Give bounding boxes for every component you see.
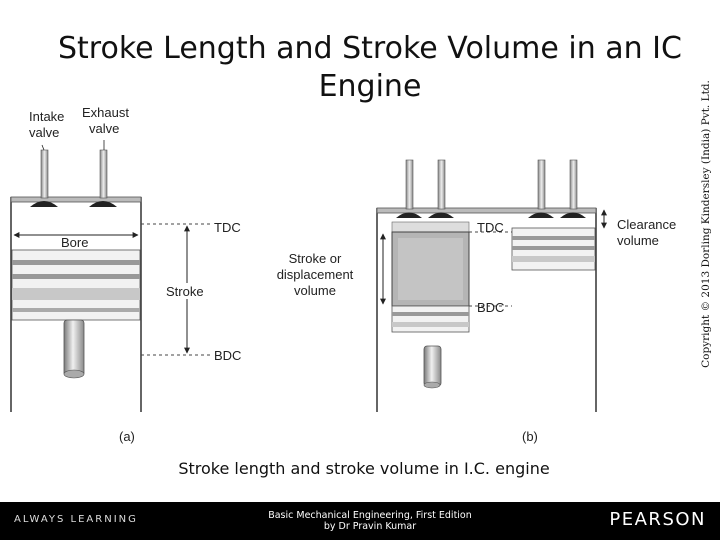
- connecting-rod-b: [424, 346, 441, 386]
- figure-a: [11, 150, 212, 412]
- cylinder-head: [11, 197, 141, 202]
- clearance-volume-label: Clearance volume: [617, 217, 677, 248]
- intake-valve-label: Intake valve: [29, 109, 65, 140]
- bdc-label-b: BDC: [477, 300, 505, 315]
- footer-tagline: ALWAYS LEARNING: [14, 514, 138, 525]
- copyright-notice: Copyright © 2013 Dorling Kindersley (India) Pvt. Ltd.: [700, 80, 712, 368]
- footer-bar: [0, 502, 720, 540]
- connecting-rod-a: [64, 320, 84, 376]
- figure-caption: Stroke length and stroke volume in I.C. engine: [178, 459, 550, 478]
- piston-b-left: [392, 306, 469, 332]
- pearson-logo: PEARSON: [609, 509, 706, 530]
- subfigure-a-label: (a): [119, 429, 135, 444]
- subfigure-b-label: (b): [522, 429, 538, 444]
- book-author: by Dr Pravin Kumar: [323, 521, 417, 532]
- slide-title: Stroke Length and Stroke Volume in an IC Engine: [58, 31, 682, 104]
- tdc-label-a: TDC: [214, 220, 241, 235]
- piston-b-right: [512, 228, 595, 270]
- figure-b: [377, 160, 604, 412]
- exhaust-valve-label: Exhaust valve: [82, 105, 129, 136]
- piston-a: [12, 250, 140, 320]
- book-credit: [230, 510, 510, 532]
- stroke-label: Stroke: [166, 284, 204, 299]
- bore-label: Bore: [61, 235, 89, 250]
- book-title: Basic Mechanical Engineering, First Edition: [268, 510, 472, 521]
- stroke-volume-label: Stroke or displacement volume: [276, 251, 354, 298]
- bdc-label-a: BDC: [214, 348, 242, 363]
- tdc-label-b: TDC: [477, 220, 504, 235]
